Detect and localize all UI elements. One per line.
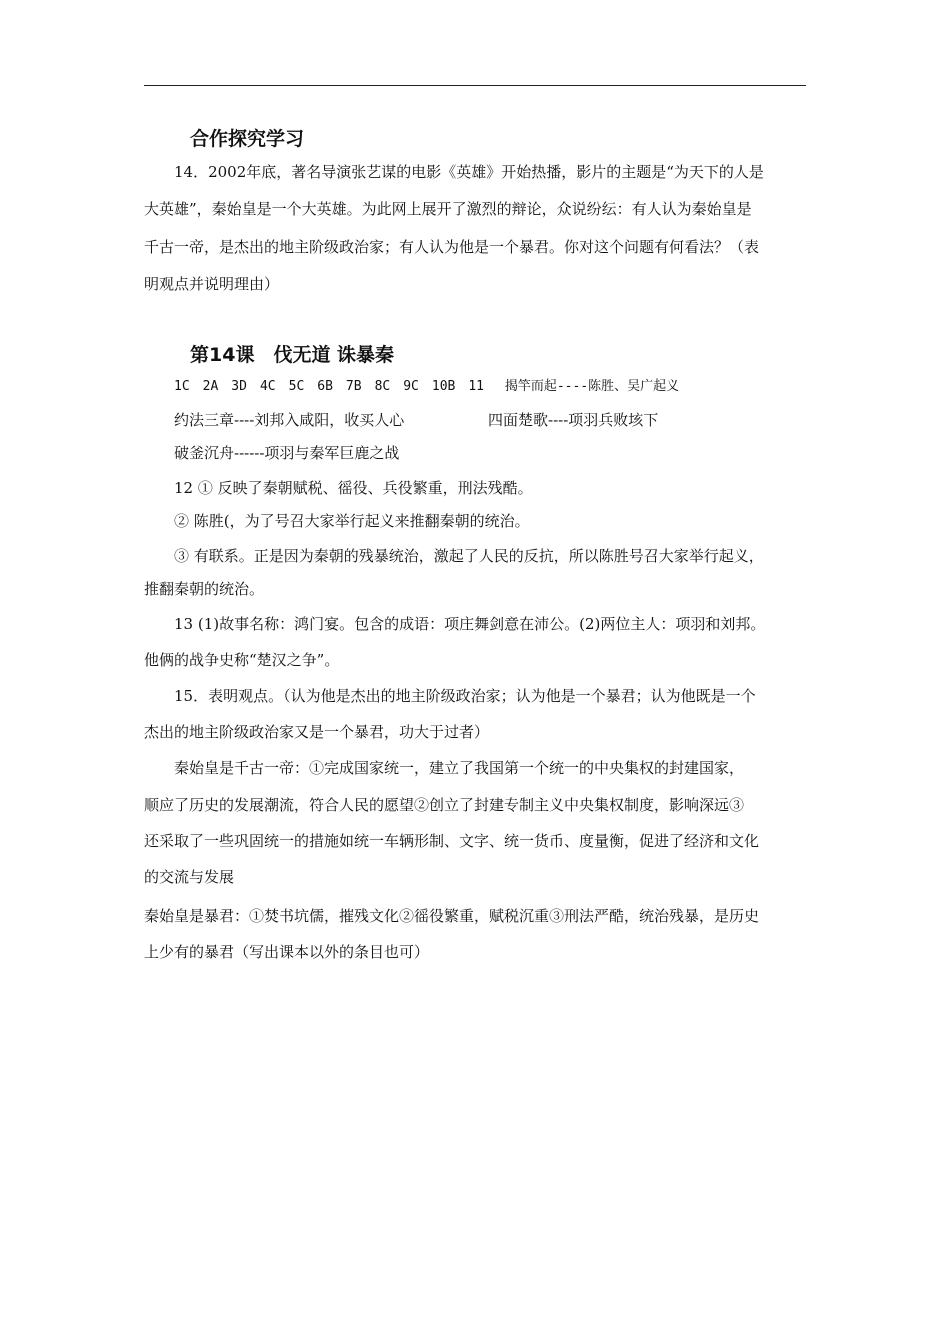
lesson-14-heading: 第14课 伐无道 诛暴秦 xyxy=(190,344,395,366)
question-12-point-3-line-1: ③ 有联系。正是因为秦朝的残暴统治，激起了人民的反抗，所以陈胜号召大家举行起义， xyxy=(174,547,764,565)
emperor-view-line-3: 还采取了一些巩固统一的措施如统一车辆形制、文字、统一货币、度量衡，促进了经济和文化 xyxy=(144,832,760,850)
header-rule xyxy=(144,85,806,86)
question-15-line-2: 杰出的地主阶级政治家又是一个暴君，功大于过者） xyxy=(144,723,490,741)
emperor-view-line-2: 顺应了历史的发展潮流，符合人民的愿望②创立了封建专制主义中央集权制度，影响深远③ xyxy=(144,796,745,814)
question-12-point-1: 12 ① 反映了秦朝赋税、徭役、兵役繁重，刑法残酷。 xyxy=(174,479,533,497)
question-14-line-1: 14．2002年底，著名导演张艺谋的电影《英雄》开始热播，影片的主题是“为天下的人是 xyxy=(174,163,764,181)
question-13-line-2: 他俩的战争史称“楚汉之争”。 xyxy=(144,651,340,669)
idiom-pofu-chenzhou: 破釜沉舟------项羽与秦军巨鹿之战 xyxy=(174,444,400,462)
question-14-line-3: 千古一帝，是杰出的地主阶级政治家；有人认为他是一个暴君。你对这个问题有何看法？（表 xyxy=(144,238,760,256)
emperor-view-line-4: 的交流与发展 xyxy=(144,868,235,886)
idiom-simian-chuge: 四面楚歌----项羽兵败垓下 xyxy=(488,411,659,429)
emperor-view-line-1: 秦始皇是千古一帝：①完成国家统一，建立了我国第一个统一的中央集权的封建国家， xyxy=(174,759,745,777)
answer-key-line: 1C 2A 3D 4C 5C 6B 7B 8C 9C 10B 11 揭竿而起----陈胜、吴广起义 xyxy=(174,379,680,394)
question-12-point-2: ② 陈胜(，为了号召大家举行起义来推翻秦朝的统治。 xyxy=(174,512,530,530)
section-heading-cooperative-learning: 合作探究学习 xyxy=(190,128,305,150)
idiom-yuefa-sanzhang: 约法三章----刘邦入咸阳，收买人心 xyxy=(174,411,405,429)
question-15-line-1: 15．表明观点。（认为他是杰出的地主阶级政治家；认为他是一个暴君；认为他既是一个 xyxy=(174,687,756,705)
question-14-line-4: 明观点并说明理由） xyxy=(144,275,280,293)
question-12-point-3-line-2: 推翻秦朝的统治。 xyxy=(144,580,265,598)
question-14-line-2: 大英雄”，秦始皇是一个大英雄。为此网上展开了激烈的辩论，众说纷纭：有人认为秦始皇是 xyxy=(144,200,752,218)
tyrant-view-line-1: 秦始皇是暴君：①焚书坑儒，摧残文化②徭役繁重，赋税沉重③刑法严酷，统治残暴，是历史 xyxy=(144,907,760,925)
question-13-line-1: 13 (1)故事名称：鸿门宴。包含的成语：项庄舞剑意在沛公。(2)两位主人：项羽和刘邦。 xyxy=(174,615,766,633)
tyrant-view-line-2: 上少有的暴君（写出课本以外的条目也可） xyxy=(144,943,430,961)
